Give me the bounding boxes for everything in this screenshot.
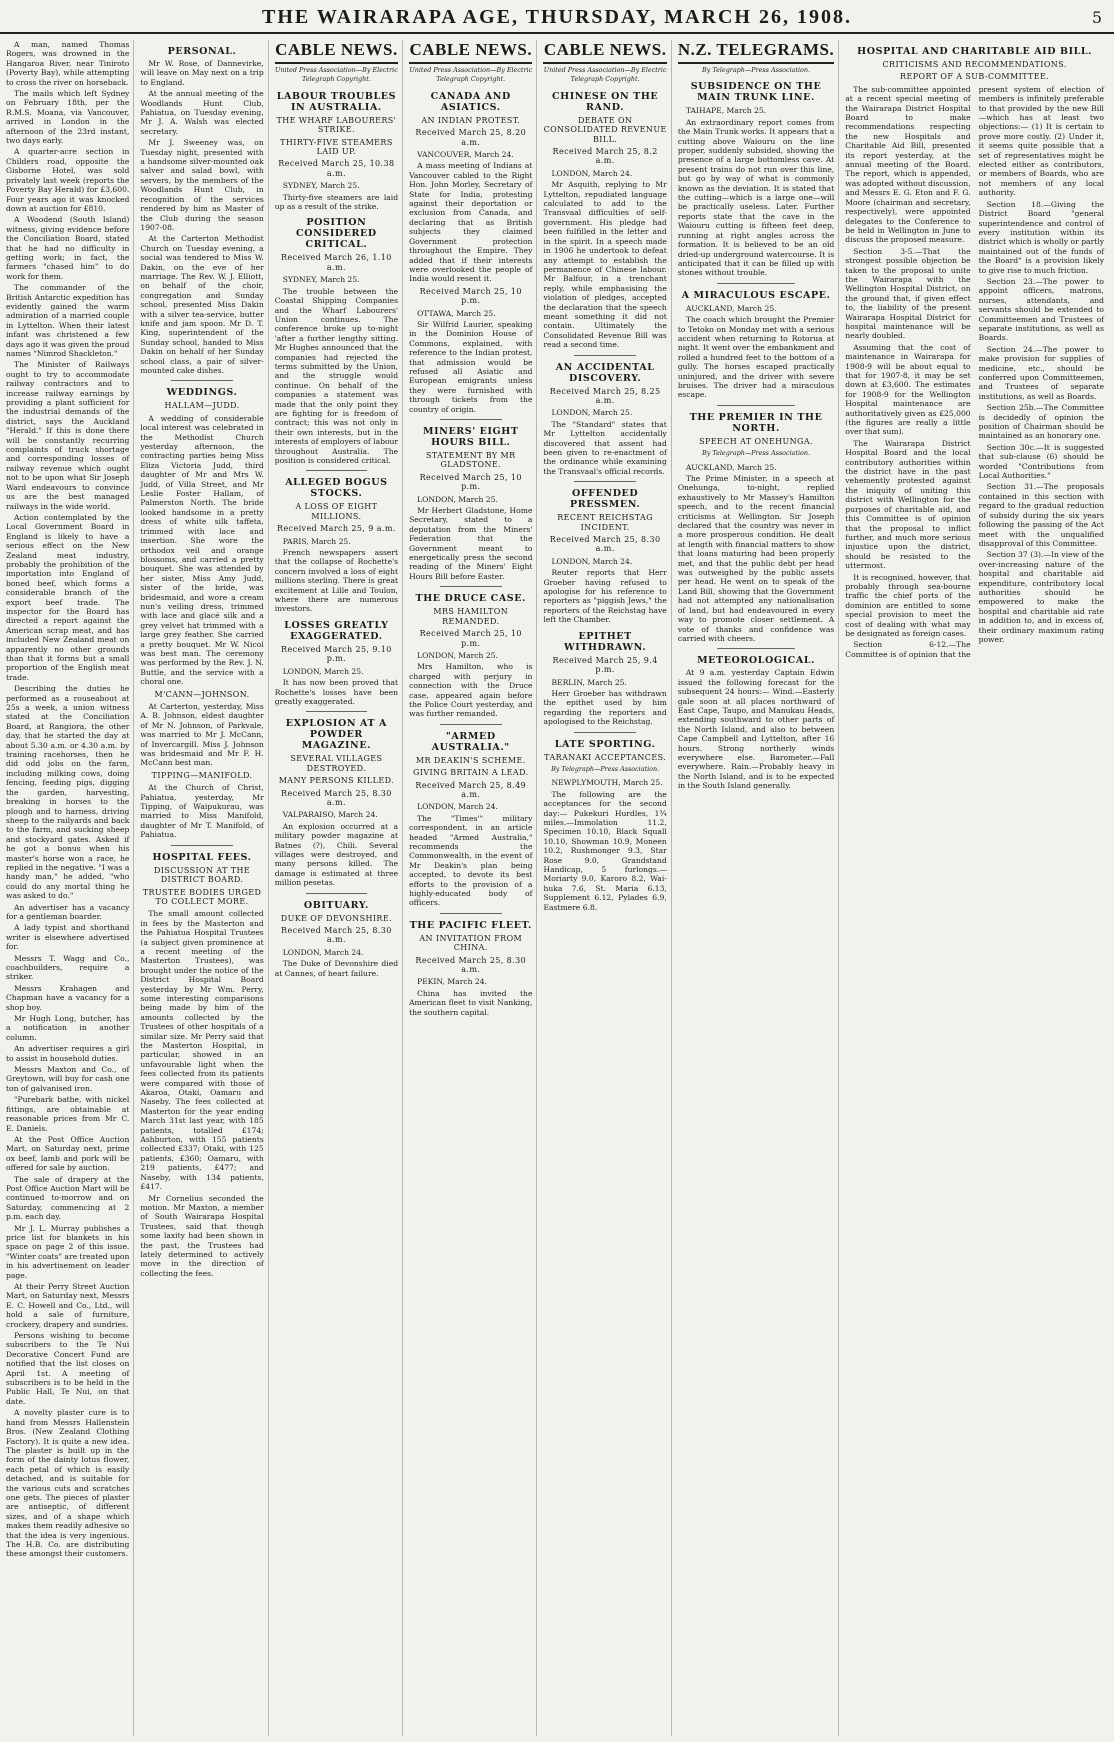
article-paragraph: Describing the duties he performed as a rouseabout at 25s a week, a union witness stated at the Conciliation Board, at Rangiora, the other day, that he started the day at about 5.30 a.m. or 4.30 a.m. by training racehorses, then he did odd jobs on the farm, including milking cows, doing fencing, feeding pigs, digging the garden, harvesting, breaking in horses to the plough and to harness, driving sheep to the railyards and back to the farm, and sucking sheep and stockyard gates. Asked if he got a bonus when his master's horse won a race, he replied in the negative. "I was a handy man," he added, "who could do any mortal thing he was asked to do." (6, 684, 130, 901)
article-paragraph: Mr Cornelius seconded the motion. Mr Maxton, a member of South Wairarapa Hospital Trustees, said that though some laxity had been shown in the past, the Trustees had lately determined to actively move in the direction of collecting the fees. (140, 1193, 264, 1278)
article-paragraph: Messrs Krahagen and Chapman have a vacancy for a shop boy. (6, 983, 130, 1012)
article-paragraph: The following are the acceptances for the second day:— Pukekuri Hurdles, 1¾ miles.—Immolation 11.2, Specimen 10.10, Black Squall 10.10, Showman 10.9, Moneen 10.2, Rushmonger 9.3, Star Rose 9.0, Grandstand Handicap, 5 furlongs.—Moriarty 9.0, Karoro 8.2, Wai-huka 7.6, St. Maria 6.13, Supplement 6.12, Pylades 6.9, Eastmere 6.8. (543, 789, 667, 912)
article-heading: EPITHET WITHDRAWN. (564, 630, 647, 653)
subheading: SEVERAL VILLAGES DESTROYED. (290, 754, 383, 773)
subheading: AN INDIAN PROTEST. (421, 115, 521, 125)
dateline: TAIHAPE, March 25. (685, 106, 767, 116)
dateline: AUCKLAND, March 25. (685, 462, 777, 472)
dateline: LONDON, March 24. (282, 947, 364, 957)
dateline: VALPARAISO, March 24. (282, 810, 378, 820)
article-paragraph: An extraordinary report comes from the Main Trunk works. It appears that a cutting above Waiouru on the line proper, suddenly subsided, showing the presence of a large bottomless cave. At present trains do not run over this line, but go by way of what is commonly known as the deviation. It is stated that the cutting—which is a large one—will be practically useless. Later. Further reports state that the cave in the Waiouru cutting is fifteen feet deep, running at right angles across the formation. It is believed to be an old dried-up underground watercourse. It is anticipated that it can be filled up with stones without trouble. (677, 117, 835, 278)
article-paragraph: Mr W. Rose, of Dannevirke, will leave on May next on a trip to England. (140, 59, 264, 87)
subheading: STATEMENT BY MR GLADSTONE. (425, 451, 516, 470)
article-paragraph: Action contemplated by the Local Government Board in England is likely to have a serious effect on the New Zealand meat industry, probably the prohibition of the importation into England of boned beef, which forms a considerable branch of the export beef trade. The inspector for the Board has directed a report against the American scrap meat, and has included New Zealand meat on apparently no other grounds than that it forms but a small proportion of the English meat trade. (6, 512, 130, 682)
received-line: Received March 25, 10 p.m. (419, 629, 522, 648)
article-heading: OBITUARY. (303, 899, 369, 911)
wedding-heading: HALLAM—JUDD. (164, 401, 240, 411)
subheading: A LOSS OF EIGHT MILLIONS. (295, 502, 378, 521)
article-heading: "ARMED AUSTRALIA." (431, 730, 510, 753)
article-heading: METEOROLOGICAL. (697, 655, 816, 667)
article-heading: ALLEGED BOGUS STOCKS. (285, 477, 388, 500)
column-hospital-bill (845, 40, 1108, 1736)
masthead (0, 0, 1114, 34)
press-association-note: By Telegraph—Press Association. (702, 66, 811, 74)
article-paragraph: Mr Herbert Gladstone, Home Secretary, stated to a deputation from the Miners' Federation that the Government meant to energetically press the second reading of the Miners' Eight Hours Bill before Easter. (409, 506, 533, 581)
newspaper-columns (6, 40, 1108, 1736)
section-banner: CABLE NEWS. (409, 40, 532, 64)
section-heading: WEDDINGS. (166, 387, 238, 399)
dateline: OTTAWA, March 25. (417, 308, 496, 318)
received-line: Received March 25, 8.30 a.m. (415, 955, 527, 975)
received-line: Received March 25, 9.4 p.m. (552, 655, 658, 675)
article-paragraph: At Carterton, yesterday, Miss A. B. Johnson, eldest daughter of Mr N. Johnson, of Parkvale, was married to Mr J. McCann, of Invercargill. Miss J. Johnson was bridesmaid and Mr F. H. McCann best man. (140, 702, 264, 768)
article-heading: OFFENDED PRESSMEN. (569, 488, 641, 511)
article-heading: MINERS' EIGHT HOURS BILL. (423, 426, 519, 448)
article-paragraph: China has invited the American fleet to visit Nanking, the southern capital. (409, 988, 533, 1017)
subheading: THE WHARF LABOURERS' STRIKE. (276, 115, 397, 135)
article-heading: THE DRUCE CASE. (415, 593, 526, 605)
article-paragraph: Section 3-5.—That the strongest possible objection be taken to the proposal to unite the Wairarapa with the Wellington Hospital District, on the ground that, if given effect to, the liability of the present Wairarapa Hospital District for hospital maintenance will be nearly doubled. (845, 246, 971, 341)
article-paragraph: The Wairarapa District Hospital Board and the local contributory authorities within the district have in the past vehemently protested against the iniquity of uniting this district with Wellington for the purposes of charitable aid, and this Committee is of opinion that the proposal to inflict further, and much more serious injustice upon the district, should be resisted to the uttermost. (845, 438, 971, 571)
dateline: BERLIN, March 25. (551, 677, 627, 687)
press-association-note: United Press Association—By Electric Telegraph Copyright. (543, 66, 667, 84)
article-paragraph: "Purebark bathe, with nickel fittings, are obtainable at reasonable prices from Mr C. E. Daniels. (6, 1095, 130, 1133)
article-paragraph: Thirty-five steamers are laid up as a result of the strike. (274, 192, 399, 212)
article-paragraph: Mr Hugh Long, butcher, has a notification in another column. (6, 1014, 130, 1042)
article-paragraph: It is recognised, however, that probably through sea-bourne traffic the chief ports of the dominion are entitled to some special provision to meet the cost of dealing with what may be designated as foreign cases. (845, 572, 971, 638)
divider (306, 470, 368, 471)
dateline: SYDNEY, March 25. (282, 181, 360, 191)
article-paragraph: Mr Asquith, replying to Mr Lyttelton, repudiated language calculated to add to the Transvaal difficulties of self-government. His pledge had been fulfilled in the letter and in the spirit. In a speech made in 1906 he undertook to defeat any attempt to establish the permanence of Chinese labour. Mr Balfour, in a trenchant reply, while emphasising the violation of pledges, accepted the declaration that the speech meant something it did not contain. Ultimately the Consolidated Revenue Bill was read a second time. (543, 180, 667, 350)
column-personal (140, 40, 268, 1736)
received-line: Received March 25, 8.20 a.m. (415, 128, 527, 147)
article-paragraph: At the annual meeting of the Woodlands Hunt Club, Pahiatua, on Tuesday evening, Mr J. A. Walsh was elected secretary. (140, 89, 264, 136)
article-paragraph: The small amount collected in fees by the Masterton and the Pahiatua Hospital Trustees (a subject given prominence at a recent meeting of the Masterton Trustees), was brought under the notice of the District Hospital Board yesterday by Mr Wm. Perry, some interesting comparisons being made by him of the amounts collected by the Trustees of other hospitals of a similar size. Mr Perry said that the Masterton Hospital, in particular, showed in an unfavourable light when the fees collected from its patients were compared with those of Akaroa, Otaki, Oamaru and Naseby. The fees collected at Masterton for the year ending March 31st last year, with 185 patients, totalled £174; Ashburton, with 155 patients collected £337; Otaki, with 125 patients, £360; Oamaru, with 219 patients, £477; and Naseby, with 134 patients, £417. (140, 909, 264, 1192)
article-paragraph: At the Church of Christ, Pahiatua, yesterday, Mr Tipping, of Waipukurau, was married to Miss Manifold, daughter of Mr T. Manifold, of Pahiatua. (140, 783, 264, 840)
received-line: Received March 25, 10.38 a.m. (278, 159, 395, 178)
divider (306, 711, 368, 712)
received-line: Received March 25, 8.30 a.m. (281, 788, 392, 807)
article-paragraph: At their Perry Street Auction Mart, on Saturday next, Messrs E. C. Howell and Co., Ltd., will hold a sale of furniture, crockery, drapery and sundries. (6, 1282, 130, 1329)
received-line: Received March 25, 8.2 a.m. (552, 147, 658, 166)
dateline: LONDON, March 25. (417, 650, 498, 660)
article-paragraph: The mails which left Sydney on February 18th, per the R.M.S. Moana, via Vancouver, arrived in London in the afternoon of the 23rd instant, two days early. (6, 89, 130, 146)
article-heading: A MIRACULOUS ESCAPE. (681, 289, 831, 301)
column-cable-news-1 (275, 40, 403, 1736)
subheading: MRS HAMILTON REMANDED. (433, 607, 509, 626)
subheading: GIVING BRITAIN A LEAD. (412, 768, 529, 778)
received-line: Received March 25, 8.25 a.m. (549, 386, 661, 405)
article-paragraph: At 9 a.m. yesterday Captain Edwin issued the following forecast for the subsequent 24 hours:— Wind.—Easterly gale soon at all places northward of East Cape, Taupo, and Manukau Heads, extending southward to other parts of the North Island, and also to between Cape Campbell and Lyttelton, after 16 hours. Strong northerly winds everywhere else. Barometer.—Fall everywhere. Rain.—Probably heavy in the North Island, and is to be expected in the South Island generally. (677, 668, 835, 791)
divider (171, 845, 233, 846)
divider (717, 405, 795, 406)
article-paragraph: Section 24.—The power to make provision for supplies of medicine, etc., should be conferred upon Committeemen, and Trustees of separate institutions, as well as Boards. (978, 344, 1104, 401)
article-paragraph: A mass meeting of Indians at Vancouver cabled to the Right Hon. John Morley, Secretary of State for India, protesting against their deportation or exclusion from Canada, and declaring that as British subjects they claimed Government protection throughout the Empire. They added that if their interests were overlooked the people of India would resent it. (409, 161, 533, 284)
article-paragraph: The Duke of Devonshire died at Cannes, of heart failure. (274, 959, 399, 978)
dateline: PEKIN, March 24. (417, 977, 487, 987)
divider (717, 648, 795, 649)
article-paragraph: Herr Groeber has withdrawn the epithet used by him regarding the reporters and apologised to the Reichstag. (543, 688, 667, 727)
dateline: VANCOUVER, March 24. (417, 150, 514, 160)
article-paragraph: A man, named Thomas Rogers, was drowned in the Hangaroa River, near Tiniroto (Poverty Bay), while attempting to cross the river on horseback. (6, 40, 130, 87)
article-paragraph: Persons wishing to become subscribers to the Te Nui Decorative Concert Fund are notified that the list closes on April 1st. A meeting of subscribers is to be held in the Public Hall, Te Nui, on that date. (6, 1331, 130, 1406)
article-paragraph: Section 37 (3).—In view of the over-increasing nature of the hospital and charitable aid expenditure, contributory local authorities should be empowered to make the hospital and charitable aid rate in addition to, and in excess of, their ordinary maximum rating power. (978, 550, 1104, 644)
article-paragraph: At the Post Office Auction Mart, on Saturday next, prime ox beef, lamb and pork will be offered for sale by auction. (6, 1134, 130, 1173)
article-paragraph: An advertiser requires a girl to assist in household duties. (6, 1044, 130, 1063)
newspaper-title: THE WAIRARAPA AGE, THURSDAY, MARCH 26, 1908. (262, 6, 852, 28)
article-paragraph: Sir Wilfrid Laurier, speaking in the Dominion House of Commons, explained, with reference to the Indian protest, that admission would be refused all Asiatic and European emigrants unless they were furnished with through tickets from the country of origin. (409, 319, 533, 414)
section-heading: PERSONAL. (167, 46, 237, 57)
article-heading: CANADA AND ASIATICS. (430, 90, 511, 113)
subheading: TRUSTEE BODIES URGED TO COLLECT MORE. (142, 887, 262, 906)
dateline: PARIS, March 25. (282, 536, 351, 546)
article-paragraph: French newspapers assert that the collapse of Rochette's concern involved a loss of eight millions sterling. There is great excitement at Lille and Toulon, where there are numerous investors. (274, 548, 399, 614)
dateline: AUCKLAND, March 25. (685, 303, 777, 313)
hospital-text (845, 85, 1104, 659)
article-paragraph: At the Carterton Methodist Church on Tuesday evening, a social was tendered to Miss W. Dakin, on the eve of her marriage. The Rev. W. J. Elliott, on behalf of the choir, congregation and Sunday school, presented Miss Dakin with a silver tea-service, butter knife and jam spoon. Mr D. T. King, superintendent of the Sunday school, handed to Miss Dakin on behalf of her Sunday school class, a pair of silver-mounted cake dishes. (140, 234, 264, 375)
column-nz-telegrams (678, 40, 839, 1736)
article-paragraph: The commander of the British Antarctic expedition has evidently gained the warm admiration of a married couple in Lyttelton. When their latest infant was christened a few days ago it was given the proud names "Nimrod Shackleton." (6, 283, 130, 358)
subheading: DISCUSSION AT THE DISTRICT BOARD. (153, 865, 251, 885)
section-banner: CABLE NEWS. (275, 40, 398, 64)
article-paragraph: It has now been proved that Rochette's losses have been greatly exaggerated. (274, 678, 399, 706)
article-paragraph: The Prime Minister, in a speech at Onehunga, to-night, replied exhaustively to Mr Massey's Hamilton speech, and to the recent financial criticisms at Wellington. Sir Joseph declared that the country was never in a more prosperous condition. He dealt at length with financial matters to show that loans maturing had been properly met, and that the public debt per head was outweighed by the public assets per head. He went on to speak of the Land Bill, showing that the Government had not attempted any nationalisation of land, but had endeavoured in every way to promote closer settlement. A vote of thanks and confidence was carried with cheers. (677, 474, 835, 643)
press-association-note: United Press Association—By Electric Telegraph Copyright. (409, 66, 533, 84)
column-cable-news-2 (409, 40, 537, 1736)
divider (574, 355, 636, 356)
article-heading: THE PACIFIC FLEET. (409, 919, 532, 931)
received-line: Received March 25, 8.30 a.m. (281, 926, 392, 945)
article-paragraph: A novelty plaster cure is to hand from Messrs Hallenstein Bros. (New Zealand Clothing Factory). It is quite a new idea. The plaster is built up in the form of the dainty lotus flower, each petal of which is easily detached, and is suitable for the various cuts and scratches one gets. The pieces of plaster are antiseptic, of different sizes, and of a shape which makes them readily adhesive so that the idea is very ingenious. The H.B. Co. are distributing these amongst their customers. (6, 1408, 130, 1559)
received-line: Received March 25, 10 p.m. (419, 472, 522, 492)
article-paragraph: Section 23.—The power to appoint officers, matrons, nurses, attendants, and servants should be extended to Committeemen and Trustees of separate institutions, as well as Boards. (978, 276, 1104, 343)
article-paragraph: The Minister of Railways ought to try to accommodate railway contractors and to increase railway earnings by providing a plant sufficient for the industrial demands of the district, says the Auckland "Herald." If this is done there will be constantly recurring complaints of truck shortage and corresponding losses of railway revenue which ought not to be upon what Sir Joseph Ward endeavours to convince us are the best managed railways in the wide world. (6, 360, 130, 511)
article-paragraph: An explosion occurred at a military powder magazine at Batnes (?), Chili. Several villages were destroyed, and many persons killed. The damage is estimated at three million pesetas. (274, 821, 399, 888)
article-heading: LABOUR TROUBLES IN AUSTRALIA. (276, 90, 397, 113)
received-line: Received March 25, 8.49 a.m. (415, 780, 527, 799)
article-paragraph: A Woodend (South Island) witness, giving evidence before the Conciliation Board, stated that he had no difficulty in getting work; in fact, the farmers "chased him" to do work for them. (6, 215, 130, 281)
press-association-note: By Telegraph—Press Association. (702, 449, 811, 458)
divider (440, 419, 502, 420)
received-line: Received March 25, 9.10 p.m. (281, 644, 392, 664)
article-paragraph: Messrs Maxton and Co., of Greytown, will buy for cash one ton of galvanised iron. (6, 1065, 130, 1093)
received-line: Received March 25, 8.30 a.m. (549, 535, 661, 554)
divider (440, 913, 502, 914)
article-paragraph: Mr J. L. Murray publishes a price list for blankets in his space on page 2 of this issue. "Winter coats" are treated upon in his advertisement on leader page. (6, 1223, 130, 1280)
section-banner: N.Z. TELEGRAMS. (678, 40, 834, 64)
article-heading: LOSSES GREATLY EXAGGERATED. (284, 619, 389, 642)
article-paragraph: A wedding of considerable local interest was celebrated in the Methodist Church yesterday afternoon, the contracting parties being Miss Eliza Victoria Judd, third daughter of Mr and Mrs W. Judd, of Villa Street, and Mr Leslie Foster Hallam, of Palmerston North. The bride looked handsome in a pretty dress of white silk taffeta, trimmed with lace and insertion. She wore the orthodox veil and orange blossoms, and carried a pretty bouquet. She was attended by her sister, Miss Amy Judd, sister of the bride, was bridesmaid, and wore a cream nun's veiling dress, trimmed with lace and glacé silk and a grey velvet hat trimmed with a large grey feather. She carried a pretty bouquet. Mr W. Nicol was best man. The ceremony was performed by the Rev. J. N. Buttle, and the service with a choral one. (140, 413, 264, 687)
subheading: THIRTY-FIVE STEAMERS LAID UP. (280, 137, 393, 157)
article-paragraph: Mr J. Sweeney was, on Tuesday night, presented with a handsome silver-mounted oak salver and salad bowl, with servers, by the members of the Woodlands Hunt Club, in recognition of the services rendered by him as Master of the Club during the season 1907-08. (140, 138, 264, 232)
article-paragraph: An advertiser has a vacancy for a gentleman boarder. (6, 902, 130, 921)
article-heading: SUBSIDENCE ON THE MAIN TRUNK LINE. (690, 81, 822, 104)
dateline: LONDON, March 25. (417, 494, 498, 504)
article-paragraph: The "Standard" states that Mr Lyttelton accidentally discovered that assent had been given to re-enactment of the ordinance while examining the Transvaal's official records. (543, 419, 667, 476)
dateline: SYDNEY, March 25. (282, 275, 360, 285)
article-heading: EXPLOSION AT A POWDER MAGAZINE. (285, 718, 388, 752)
received-line: Received March 26, 1.10 a.m. (281, 253, 392, 272)
divider (717, 283, 795, 284)
article-heading: THE PREMIER IN THE NORTH. (689, 411, 823, 434)
section-heading: HOSPITAL FEES. (152, 851, 252, 863)
received-line: Received March 25, 10 p.m. (419, 286, 522, 306)
subheading: DUKE OF DEVONSHIRE. (280, 913, 393, 923)
article-paragraph: Section 30c.—It is suggested that sub-clause (6) should be worded "Contributions from Local Authorities." (978, 442, 1104, 481)
article-heading: POSITION CONSIDERED CRITICAL. (296, 217, 377, 251)
column-cable-news-3 (543, 40, 671, 1736)
article-paragraph: The sale of drapery at the Post Office Auction Mart will be continued to-morrow and on Saturday, commencing at 2 p.m. each day. (6, 1174, 130, 1222)
dateline: LONDON, March 24. (551, 556, 633, 566)
wedding-heading: TIPPING—MANIFOLD. (151, 770, 253, 780)
dateline: NEWPLYMOUTH, March 25. (551, 778, 663, 788)
article-paragraph: Section 31.—The proposals contained in this section with regard to the gradual reduction of subsidy during the six years following the passing of the Act meet with the unqualified disapproval of this Committee. (978, 482, 1104, 548)
article-paragraph: Reuter reports that Herr Groeber having refused to apologise for his reference to reporters as "piggish Jews," the reporters of the Reichstag have left the Chamber. (543, 568, 667, 625)
subheading: RECENT REICHSTAG INCIDENT. (557, 513, 654, 532)
article-paragraph: A lady typist and shorthand writer is elsewhere advertised for. (6, 923, 130, 952)
dateline: LONDON, March 25. (551, 408, 633, 418)
divider (574, 732, 636, 733)
subheading: REPORT OF A SUB-COMMITTEE. (900, 72, 1050, 82)
subheading: MR DEAKIN'S SCHEME. (415, 755, 526, 765)
article-paragraph: The trouble between the Coastal Shipping Companies and the Wharf Labourers' Union continues. The conference broke up to-night 'after a further lengthy sitting. Mr Hughes announced that the companies had rejected the terms submitted by the Union, and the struggle would continue. On behalf of the companies a statement was made that the only point they are fighting for is freedom of contract; this was not only in their own interests, but in the interests of employers of labour throughout Australia. The position is considered critical. (274, 286, 399, 465)
article-paragraph: The coach which brought the Premier to Tetoko on Monday met with a serious accident when returning to Rotorua at night. It went over the embankment and rolled a hundred feet to the bottom of a gully. The horses escaped practically uninjured, and the driver with severe bruises. The driver had a miraculous escape. (677, 315, 835, 400)
article-paragraph: Section 18.—Giving the District Board "general superintendence and control of every institution within its district which is wholly or partly maintained out of the funds of the Board" is a provision likely to give rise to much friction. (978, 199, 1104, 275)
divider (574, 481, 636, 482)
personal-items (140, 59, 263, 375)
article-paragraph: The "Times'" military correspondent, in an article headed "Armed Australia," recommends the Commonwealth, in the event of Mr Deakin's plan being accepted, to devote its best efforts to the provision of a highly-educated body of officers. (409, 813, 533, 908)
subheading: DEBATE ON CONSOLIDATED REVENUE BILL. (543, 115, 667, 144)
page-number: 5 (1091, 8, 1102, 27)
subheading: AN INVITATION FROM CHINA. (419, 933, 523, 953)
article-heading: LATE SPORTING. (554, 738, 656, 750)
divider (306, 893, 368, 894)
divider (440, 586, 502, 587)
article-heading: AN ACCIDENTAL DISCOVERY. (555, 361, 655, 384)
wedding-heading: M'CANN—JOHNSON. (154, 689, 250, 699)
article-paragraph: Assuming that the cost of maintenance in Wairarapa for 1908-9 will be about equal to that for 1907-8, it may be set down at £3,600. The estimates for 1908-9 for the Wellington Hospital maintenance are authoritatively given as £25,000 (the figures are really a little over that sum). (845, 342, 971, 437)
subheading: TARANAKI ACCEPTANCES. (544, 752, 667, 762)
article-paragraph: Section 6-12.—The Committee is of opinion that the present system of election of members is infinitely preferable to that provided by the new Bill—which has at least two objections:— (1) It is certain to prove more costly. (2) Under it, it seems quite possible that a set of representatives might be elected either as contributors, or members of Boards, who are not members of any local authority. (845, 84, 1104, 659)
divider (440, 724, 502, 725)
press-association-note: By Telegraph—Press Association. (551, 764, 660, 773)
section-banner: CABLE NEWS. (543, 40, 666, 64)
column-local-notes (6, 40, 134, 1736)
received-line: Received March 25, 9 a.m. (277, 524, 396, 534)
subheading: SPEECH AT ONEHUNGA. (699, 436, 813, 446)
press-association-note: United Press Association—By Electric Telegraph Copyright. (274, 66, 398, 84)
article-heading: CHINESE ON THE RAND. (551, 90, 659, 113)
dateline: LONDON, March 24. (417, 802, 498, 812)
article-paragraph: Section 25b.—The Committee is decidedly of opinion the position of Chairman should be maintained as an honorary one. (978, 403, 1104, 441)
article-paragraph: The sub-committee appointed at a recent special meeting of the Wairarapa District Hospital Board to make recommendations respecting the new Hospitals and Charitable Aid Bill, presented its report yesterday, at the annual meeting of the Board. The report, which is appended, was adopted without discussion, and Messrs E. G. Eton and F. G. Moore (chairman and secretary, respectively), were appointed delegates to the Conference to be held in Wellington in June to discuss the proposed measure. (845, 84, 971, 245)
subheading: MANY PERSONS KILLED. (278, 776, 395, 786)
article-paragraph: A quarter-acre section in Childers road, opposite the Gisborne Hotel, was sold privately last week (reports the Poverty Bay Herald) for £3,600. Four years ago it was knocked down at auction for £810. (6, 147, 130, 213)
dateline: LONDON, March 24. (551, 168, 633, 178)
article-paragraph: Mrs Hamilton, who is charged with perjury in connection with the Druce case, appeared again before the Police Court yesterday, and was further remanded. (409, 662, 533, 719)
article-paragraph: Messrs T. Wagg and Co., coachbuilders, require a striker. (6, 953, 130, 982)
article-heading: HOSPITAL AND CHARITABLE AID BILL. (857, 46, 1093, 57)
dateline: LONDON, March 25. (282, 666, 364, 676)
divider (171, 380, 233, 381)
subheading: CRITICISMS AND RECOMMENDATIONS. (882, 60, 1067, 69)
